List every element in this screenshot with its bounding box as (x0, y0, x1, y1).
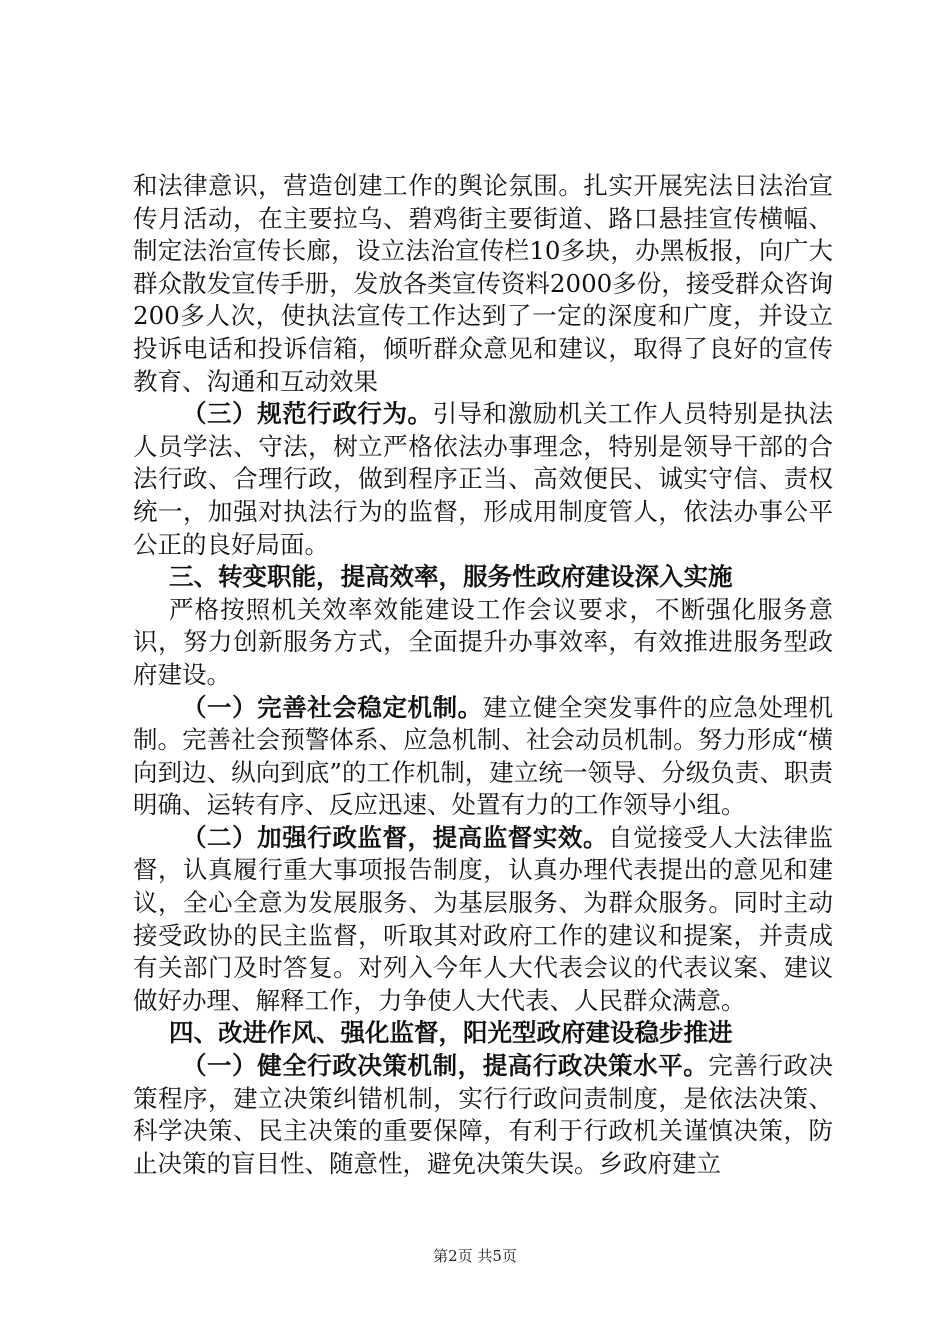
paragraph-2 (133, 398, 833, 561)
paragraph-8-text: 完善行政决策程序，建立决策纠错机制，实行行政问责制度，是依法决策、科学决策、民主决策的重要保障，有利于行政机关谨慎决策，防止决策的盲目性、随意性，避免决策失误。乡政府建立 (133, 1051, 834, 1178)
paragraph-4-text: 严格按照机关效率效能建设工作会议要求，不断强化服务意识，努力创新服务方式，全面提升办事效率，有效推进服务型政府建设。 (133, 594, 833, 689)
page-footer: 第2页 共5页 (433, 1247, 517, 1265)
paragraph-6-text: 自觉接受人大法律监督，认真履行重大事项报告制度，认真办理代表提出的意见和建议，全心全意为发展服务、为基层服务、为群众服务。同时主动接受政协的民主监督，听取其对政府工作的建议和提案，并责成有关部门及时答复。对列入今年人大代表会议的代表议案、建议做好办理、解释工作，力争使人大代表、人民群众满意。 (133, 822, 834, 1015)
paragraph-2-text: 引导和激励机关工作人员特别是执法人员学法、守法，树立严格依法办事理念，特别是领导干部的合法行政、合理行政，做到程序正当、高效便民、诚实守信、责权统一，加强对执法行为的监督，形成用制度管人，依法办事公平公正的良好局面。 (133, 399, 834, 559)
paragraph-5-text: 建立健全突发事件的应急处理机制。完善社会预警体系、应急机制、社会动员机制。努力形成“横向到边、纵向到底”的工作机制，建立统一领导、分级负责、职责明确、运转有序、反应迅速、处置有力的工作领导小组。 (133, 692, 833, 820)
paragraph-1-text: 和法律意识，营造创建工作的舆论氛围。扎实开展宪法日法治宣传月活动，在主要拉乌、碧鸡街主要街道、路口悬挂宣传横幅、制定法治宣传长廊，设立法治宣传栏10多块，办黑板报，向广大群众散发宣传手册，发放各类宣传资料2000多份，接受群众咨询200多人次，使执法宣传工作达到了一定的深度和广度，并设立投诉电话和投诉信箱，倾听群众意见和建议，取得了良好的宣传教育、沟通和互动效果 (133, 171, 833, 396)
paragraph-6-lead: （二）加强行政监督，提高监督实效。 (182, 822, 609, 852)
paragraph-1 (133, 170, 833, 398)
paragraph-5-lead: （一）完善社会稳定机制。 (182, 692, 483, 722)
paragraph-8 (133, 1050, 833, 1180)
section-heading-4: 四、改进作风、强化监督，阳光型政府建设稳步推进 (169, 1018, 733, 1048)
paragraph-4 (133, 594, 833, 692)
paragraph-6 (133, 822, 833, 1018)
paragraph-2-lead: （三）规范行政行为。 (182, 399, 433, 429)
section-heading-3: 三、转变职能，提高效率，服务性政府建设深入实施 (169, 562, 733, 592)
body-text (133, 170, 833, 1180)
paragraph-5 (133, 692, 833, 822)
paragraph-8-lead: （一）健全行政决策机制，提高行政决策水平。 (182, 1051, 709, 1081)
